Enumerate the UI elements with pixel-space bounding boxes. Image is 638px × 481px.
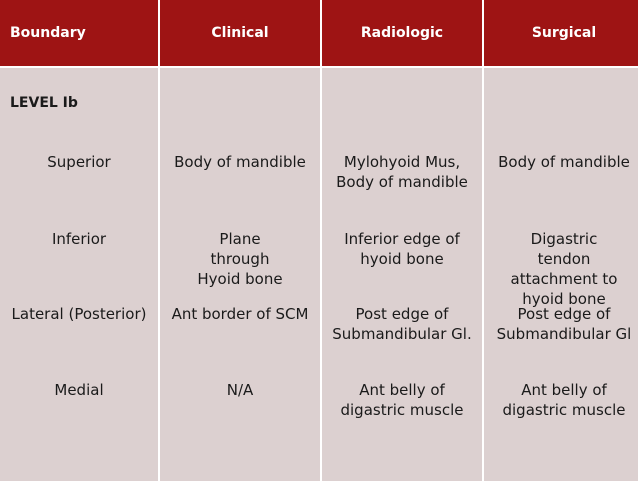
level-label: LEVEL Ib — [10, 95, 78, 111]
header-boundary: Boundary — [0, 0, 158, 66]
row-medial-boundary: Medial — [54, 381, 104, 399]
clinical-column — [160, 68, 320, 481]
header-clinical: Clinical — [160, 0, 320, 66]
surgical-column — [484, 68, 638, 481]
row-superior-radiologic: Mylohyoid Mus, Body of mandible — [336, 153, 468, 191]
row-inferior-surgical: Digastric tendon attachment to hyoid bone — [510, 230, 618, 308]
row-lateral-surgical: Post edge of Submandibular Gl — [496, 305, 632, 343]
row-superior-clinical: Body of mandible — [174, 153, 306, 171]
header-surgical: Surgical — [484, 0, 638, 66]
row-lateral-clinical: Ant border of SCM — [171, 305, 309, 323]
radiologic-column — [322, 68, 482, 481]
row-medial-surgical: Ant belly of digastric muscle — [502, 381, 626, 419]
row-superior-surgical: Body of mandible — [498, 153, 630, 171]
row-medial-clinical: N/A — [226, 381, 254, 399]
row-medial-radiologic: Ant belly of digastric muscle — [340, 381, 464, 419]
boundary-column — [0, 68, 158, 481]
row-inferior-clinical: Plane through Hyoid bone — [197, 230, 283, 288]
row-superior-boundary: Superior — [47, 153, 111, 171]
row-inferior-boundary: Inferior — [51, 230, 107, 248]
row-inferior-radiologic: Inferior edge of hyoid bone — [344, 230, 460, 268]
row-lateral-boundary: Lateral (Posterior) — [11, 305, 147, 323]
header-radiologic: Radiologic — [322, 0, 482, 66]
row-lateral-radiologic: Post edge of Submandibular Gl. — [332, 305, 472, 343]
